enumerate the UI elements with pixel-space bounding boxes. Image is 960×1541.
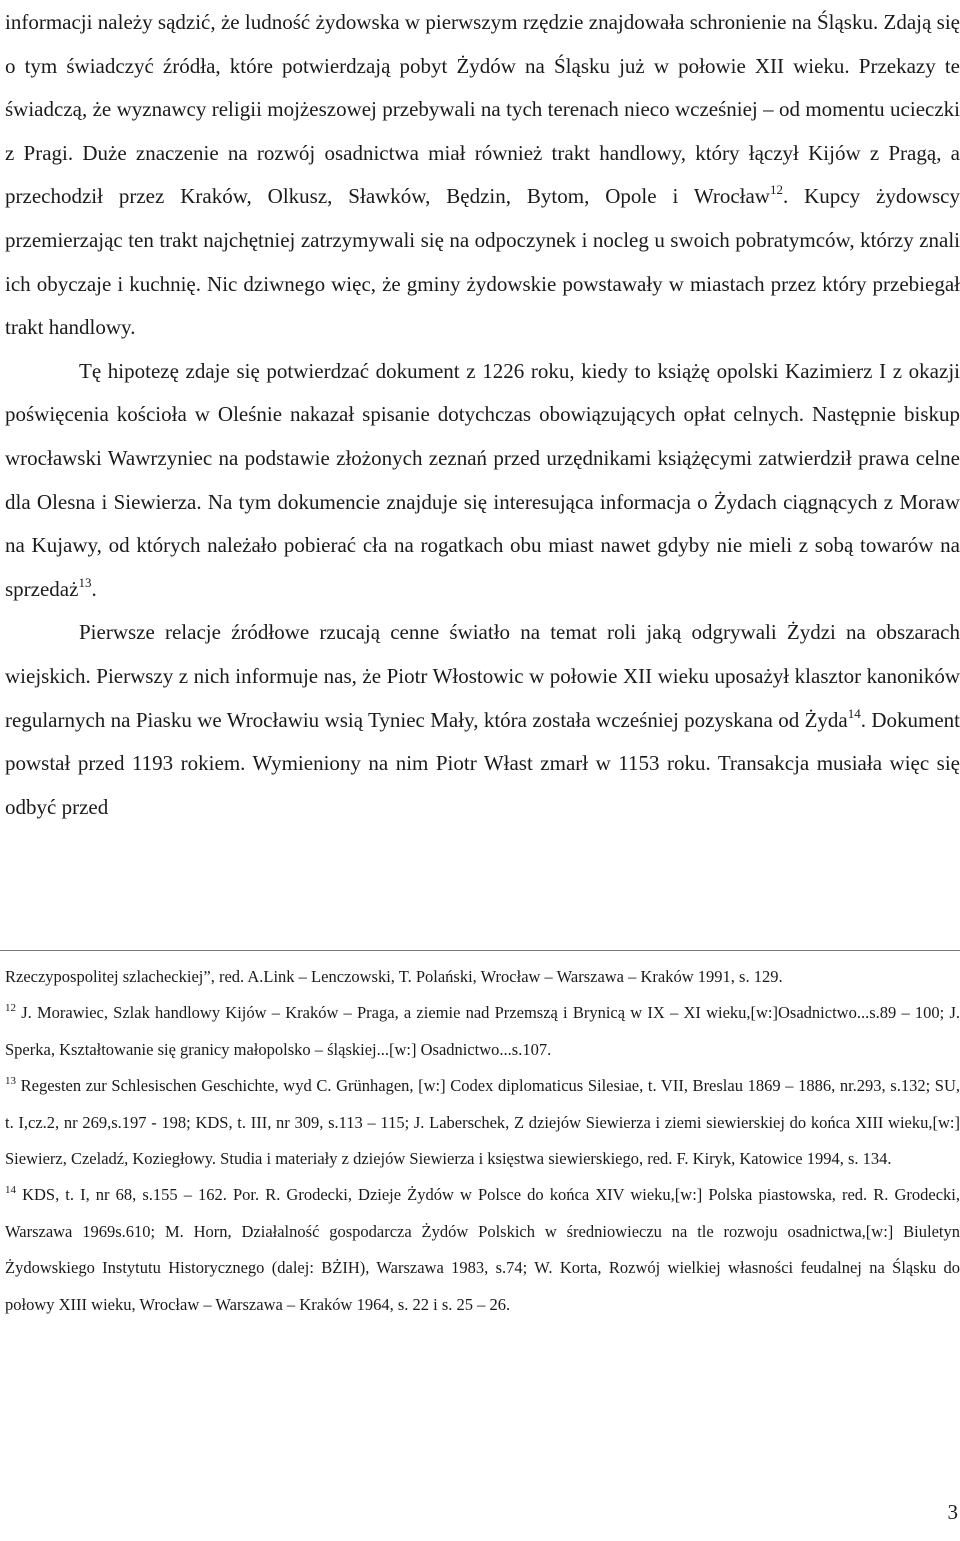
footnote-12-text: J. Morawiec, Szlak handlowy Kijów – Kraków – Praga, a ziemie nad Przemszą i Brynicą w IX – XI wieku,[w:]Osadnictwo...s.89 – 100; J. Sperka, Kształtowanie się granicy małopolsko – śląskiej...[w:] Osadnictwo...s.107. (5, 1003, 960, 1059)
footnotes (5, 959, 960, 1323)
footnote-mark-12: 12 (5, 1002, 16, 1015)
footnote-14-text: KDS, t. I, nr 68, s.155 – 162. Por. R. Grodecki, Dzieje Żydów w Polsce do końca XIV wieku,[w:] Polska piastowska, red. R. Grodecki, Warszawa 1969s.610; M. Horn, Działalność gospodarcza Żydów Polskich w średniowieczu na tle rozwoju osadnictwa,[w:] Biuletyn Żydowskiego Instytutu Historycznego (dalej: BŻIH), Warszawa 1983, s.74; W. Korta, Rozwój wielkiej własności feudalnej na Śląsku do połowy XIII wieku, Wrocław – Warszawa – Kraków 1964, s. 22 i s. 25 – 26. (5, 1185, 960, 1314)
footnote-14 (5, 1177, 960, 1323)
footnote-ref-12[interactable]: 12 (769, 182, 783, 198)
footnote-separator (0, 950, 960, 951)
paragraph-1 (5, 1, 960, 350)
paragraph-1-text: informacji należy sądzić, że ludność żydowska w pierwszym rzędzie znajdowała schronienie na Śląsku. Zdają się o tym świadczyć źródła, które potwierdzają pobyt Żydów na Śląsku już w połowie XII wieku. Przekazy te świadczą, że wyznawcy religii mojżeszowej przebywali na tych terenach nieco wcześniej – od momentu ucieczki z Pragi. Duże znaczenie na rozwój osadnictwa miał również trakt handlowy, który łączył Kijów z Pragą, a przechodził przez Kraków, Olkusz, Sławków, Będzin, Bytom, Opole i Wrocław (5, 10, 960, 209)
footnote-mark-13: 13 (5, 1075, 16, 1088)
paragraph-2-text-cont: . (91, 576, 97, 601)
paragraph-3 (5, 611, 960, 829)
paragraph-2 (5, 350, 960, 612)
footnote-12 (5, 995, 960, 1068)
paragraph-1-text-cont: . Kupcy żydowscy przemierzając ten trakt najchętniej zatrzymywali się na odpoczynek i nocleg u swoich pobratymców, którzy znali ich obyczaje i kuchnię. Nic dziwnego więc, że gminy żydowskie powstawały w miastach przez który przebiegał trakt handlowy. (5, 184, 960, 340)
page-number: 3 (947, 1500, 958, 1524)
paragraph-2-text: Tę hipotezę zdaje się potwierdzać dokument z 1226 roku, kiedy to książę opolski Kazimierz I z okazji poświęcenia kościoła w Oleśnie nakazał spisanie dotychczas obowiązujących opłat celnych. Następnie biskup wrocławski Wawrzyniec na podstawie złożonych zeznań przed urzędnikami książęcymi zatwierdził prawa celne dla Olesna i Siewierza. Na tym dokumencie znajduje się interesująca informacja o Żydach ciągnących z Moraw na Kujawy, od których należało pobierać cła na rogatkach obu miast nawet gdyby nie mieli z sobą towarów na sprzedaż (5, 358, 960, 601)
footnote-ref-13[interactable]: 13 (78, 574, 92, 590)
footnote-ref-14[interactable]: 14 (847, 705, 861, 721)
footnote-continued: Rzeczypospolitej szlacheckiej”, red. A.Link – Lenczowski, T. Polański, Wrocław – Warszawa – Kraków 1991, s. 129. (5, 967, 783, 986)
paragraph-3-text: Pierwsze relacje źródłowe rzucają cenne światło na temat roli jaką odgrywali Żydzi na obszarach wiejskich. Pierwszy z nich informuje nas, że Piotr Włostowic w połowie XII wieku uposażył klasztor kanoników regularnych na Piasku we Wrocławiu wsią Tyniec Mały, która została wcześniej pozyskana od Żyda (5, 620, 960, 732)
footnote-mark-14: 14 (5, 1184, 16, 1197)
paragraph-3-text-cont: . Dokument powstał przed 1193 rokiem. Wymieniony na nim Piotr Włast zmarł w 1153 roku. Transakcja musiała więc się odbyć przed (5, 707, 960, 819)
main-text (5, 1, 960, 829)
footnote-13-text: Regesten zur Schlesischen Geschichte, wyd C. Grünhagen, [w:] Codex diplomaticus Silesiae, t. VII, Breslau 1869 – 1886, nr.293, s.132; SU, t. I,cz.2, nr 269,s.197 - 198; KDS, t. III, nr 309, s.113 – 115; J. Laberschek, Z dziejów Siewierza i ziemi siewierskiej do końca XIII wieku,[w:] Siewierz, Czeladź, Koziegłowy. Studia i materiały z dziejów Siewierza i księstwa siewierskiego, red. F. Kiryk, Katowice 1994, s. 134. (5, 1076, 960, 1169)
footnote-13 (5, 1068, 960, 1177)
